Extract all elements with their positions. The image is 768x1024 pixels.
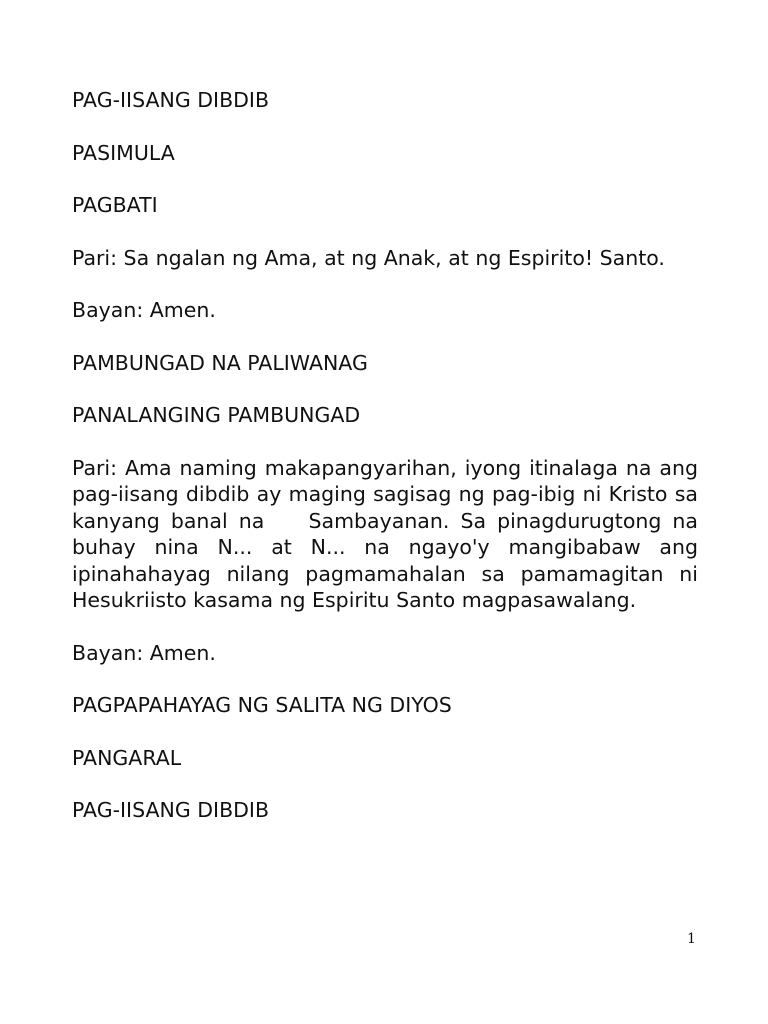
- document-title: PAG-IISANG DIBDIB: [72, 88, 270, 112]
- pari-greeting-paragraph: Pari: Sa ngalan ng Ama, at ng Anak, at ng Espirito! Santo.: [72, 245, 665, 270]
- bayan-response-amen: Bayan: Amen.: [72, 298, 216, 322]
- section-heading-pangaral: PANGARAL: [72, 745, 182, 770]
- section-heading-pagbati: PAGBATI: [72, 193, 158, 217]
- page-number: 1: [687, 931, 696, 947]
- document-body: [72, 87, 705, 850]
- section-heading-panalanging-pambungad: PANALANGING PAMBUNGAD: [72, 403, 361, 427]
- section-heading-pag-iisang-dibdib: PAG-IISANG DIBDIB: [72, 798, 270, 822]
- bayan-response-amen-second: Bayan: Amen.: [72, 640, 216, 665]
- section-heading-pagpapahayag: PAGPAPAHAYAG NG SALITA NG DIYOS: [72, 693, 452, 717]
- section-heading-pambungad-na-paliwanag: PAMBUNGAD NA PALIWANAG: [72, 350, 368, 375]
- section-heading-pasimula: PASIMULA: [72, 140, 175, 165]
- pari-prayer-paragraph: Pari: Ama naming makapangyarihan, iyong itinalaga na ang pag-iisang dibdib ay maging sagisag ng pag-ibig ni Kristo sa kanyang banal na Sambayanan. Sa pinagdurugtong na buhay nina N... at N... na ngayo'y mangibabaw ang ipinahahayag nilang pagmamahalan sa pamamagitan ni Hesukriisto kasama ng Espiritu Santo magpasawalang.: [72, 455, 705, 612]
